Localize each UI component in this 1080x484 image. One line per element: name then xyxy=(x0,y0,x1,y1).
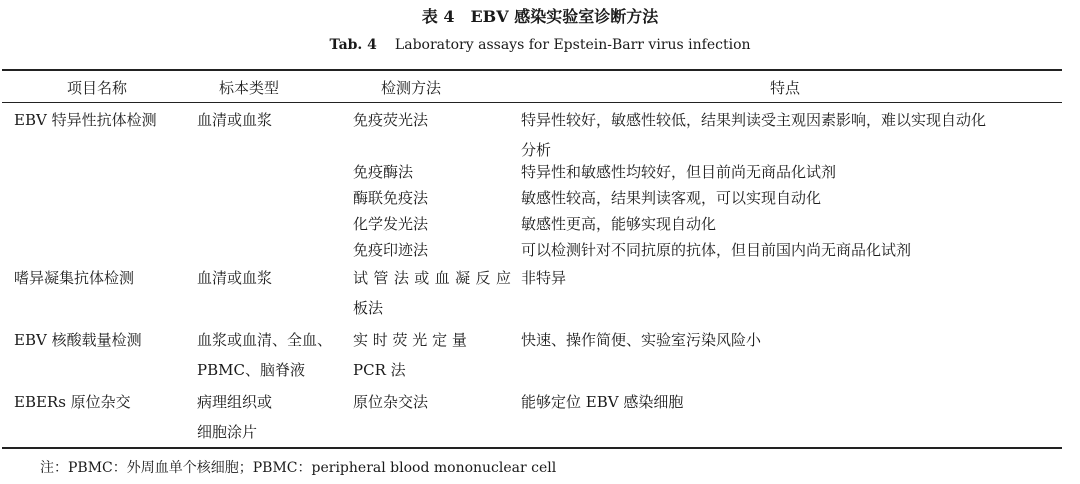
top-rule xyxy=(2,69,1062,71)
row-ebers-item: EBERs 原位杂交 xyxy=(14,393,131,411)
method-realtime-pcr-line2: PCR 法 xyxy=(353,361,406,379)
table-label: Tab. 4 xyxy=(329,37,377,53)
row-ebv-antibody-specimen: 血清或血浆 xyxy=(197,111,273,129)
method-elisa: 酶联免疫法 xyxy=(353,189,429,207)
row-ebv-dna-specimen-line1: 血浆或血清、全血、 xyxy=(197,331,333,349)
table-footnote: 注：PBMC：外周血单个核细胞；PBMC：peripheral blood mononuclear cell xyxy=(40,460,557,476)
header-method: 检测方法 xyxy=(381,79,442,97)
row-ebv-antibody-item: EBV 特异性抗体检测 xyxy=(14,111,157,129)
method-immunoblot: 免疫印迹法 xyxy=(353,241,429,259)
feature-immunofluorescence-line1: 特异性较好，敏感性较低，结果判读受主观因素影响，难以实现自动化 xyxy=(521,111,987,129)
row-ebers-specimen-line1: 病理组织或 xyxy=(197,393,273,411)
feature-immunoblot: 可以检测针对不同抗原的抗体，但目前国内尚无商品化试剂 xyxy=(521,241,912,259)
method-in-situ-hybridization: 原位杂交法 xyxy=(353,393,429,411)
feature-heterophile: 非特异 xyxy=(521,269,567,287)
feature-immunofluorescence-line2: 分析 xyxy=(521,141,552,159)
feature-in-situ-hybridization: 能够定位 EBV 感染细胞 xyxy=(521,393,684,411)
method-immunofluorescence: 免疫荧光法 xyxy=(353,111,429,129)
row-ebv-dna-item: EBV 核酸载量检测 xyxy=(14,331,142,349)
method-realtime-pcr-line1: 实 时 荧 光 定 量 xyxy=(353,331,467,349)
bottom-rule xyxy=(2,447,1062,449)
method-immunoenzyme: 免疫酶法 xyxy=(353,163,414,181)
row-heterophile-specimen: 血清或血浆 xyxy=(197,269,273,287)
table-caption-zh: 表 4 EBV 感染实验室诊断方法 xyxy=(421,7,659,26)
table-caption-en xyxy=(0,37,1080,53)
method-tube-agglutination-line1: 试管法或血凝反应 xyxy=(353,269,511,287)
feature-chemiluminescence: 敏感性更高，能够实现自动化 xyxy=(521,215,717,233)
row-ebv-dna-specimen-line2: PBMC、脑脊液 xyxy=(197,361,305,379)
method-tube-agglutination-line2: 板法 xyxy=(353,299,384,317)
header-rule xyxy=(2,102,1062,103)
row-ebers-specimen-line2: 细胞涂片 xyxy=(197,423,258,441)
header-features: 特点 xyxy=(770,79,801,97)
feature-immunoenzyme: 特异性和敏感性均较好，但目前尚无商品化试剂 xyxy=(521,163,837,181)
method-chemiluminescence: 化学发光法 xyxy=(353,215,429,233)
row-heterophile-item: 嗜异凝集抗体检测 xyxy=(14,269,135,287)
header-item-name: 项目名称 xyxy=(67,79,128,97)
feature-elisa: 敏感性较高，结果判读客观，可以实现自动化 xyxy=(521,189,822,207)
table-caption-en-text: Laboratory assays for Epstein-Barr virus infection xyxy=(394,37,751,53)
header-specimen-type: 标本类型 xyxy=(219,79,280,97)
feature-realtime-pcr: 快速、操作简便、实验室污染风险小 xyxy=(521,331,762,349)
